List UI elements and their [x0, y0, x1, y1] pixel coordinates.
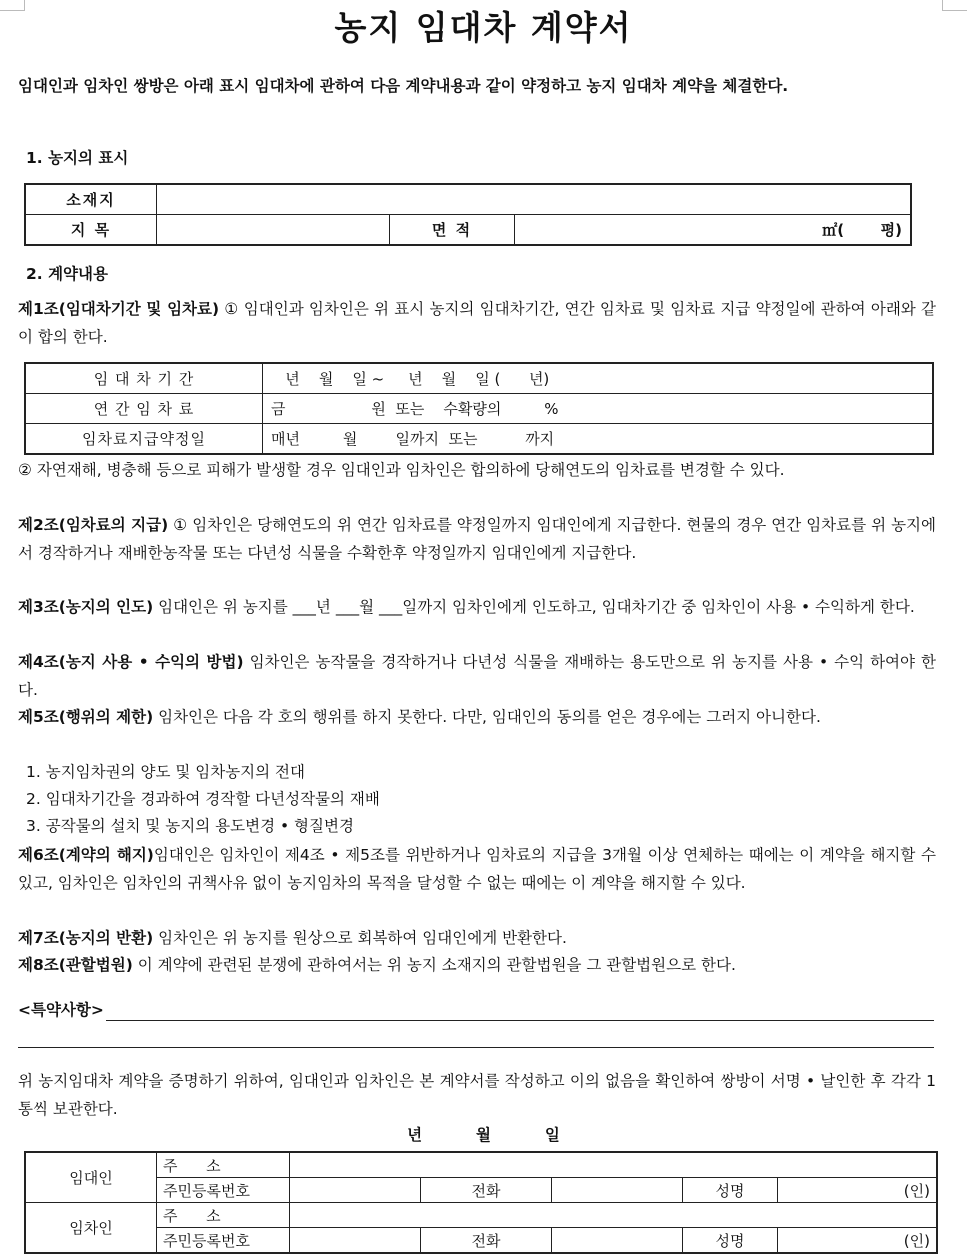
article-5-text: 임차인은 다음 각 호의 행위를 하지 못한다. 다만, 임대인의 동의를 얻은 경우에는 그러지 아니한다. [153, 708, 821, 726]
lessee-seal[interactable]: (인) [778, 1228, 938, 1254]
location-field[interactable] [157, 184, 912, 215]
article-3 [18, 594, 936, 622]
lessor-phone-label: 전화 [421, 1178, 552, 1203]
lessee-phone-label: 전화 [421, 1228, 552, 1254]
article-1-text: ① 임대인과 임차인은 위 표시 농지의 임대차기간, 연간 임차료 및 임차료 지급 약정일에 관하여 아래와 같이 합의 한다. [18, 300, 936, 346]
lessor-seal[interactable]: (인) [778, 1178, 938, 1203]
lessor-rrn-label: 주민등록번호 [157, 1178, 290, 1203]
article-4 [18, 649, 936, 704]
intro-paragraph: 임대인과 임차인 쌍방은 아래 표시 임대차에 관하여 다음 계약내용과 같이 약정하고 농지 임대차 계약을 체결한다. [18, 77, 789, 95]
special-terms-line-2[interactable] [18, 1047, 934, 1048]
article-4-text: 임차인은 농작물을 경작하거나 다년성 식물을 재배하는 용도만으로 위 농지를 사용 • 수익 하여야 한다. [18, 653, 937, 699]
lessor-rrn-field[interactable] [290, 1178, 421, 1203]
article-3-title: 제3조(농지의 인도) [18, 598, 154, 616]
category-label: 지 목 [25, 215, 157, 246]
article-2-text: ① 임차인은 당해연도의 위 연간 임차료를 약정일까지 임대인에게 지급한다. 현물의 경우 연간 임차료를 위 농지에서 경작하거나 재배한농작물 또는 다년성 식물을 수확한후 약정일까지 임대인에게 지급한다. [18, 516, 936, 562]
annual-rent-field[interactable]: 금 원 또는 수확량의 % [263, 394, 934, 424]
document-title: 농지 임대차 계약서 [334, 8, 633, 47]
special-terms-label: <특약사항> [18, 1001, 104, 1019]
lessee-rrn-field[interactable] [290, 1228, 421, 1254]
article-1-title: 제1조(임대차기간 및 임차료) [18, 300, 220, 318]
article-2 [18, 512, 936, 567]
special-terms-line-1[interactable] [106, 1020, 934, 1021]
area-field[interactable]: ㎡( 평) [515, 215, 912, 246]
article-7-text: 임차인은 위 농지를 원상으로 회복하여 임대인에게 반환한다. [153, 929, 567, 947]
lease-terms-table [24, 362, 934, 455]
article-6-title: 제6조(계약의 해지) [18, 846, 154, 864]
lessor-label: 임대인 [25, 1152, 157, 1203]
section2-heading: 2. 계약내용 [26, 265, 108, 283]
location-label: 소재지 [25, 184, 157, 215]
article-3-text: 임대인은 위 농지를 ___년 ___월 ___일까지 임차인에게 인도하고, 임대차기간 중 임차인이 사용 • 수익하게 한다. [153, 598, 915, 616]
closing-paragraph: 위 농지임대차 계약을 증명하기 위하여, 임대인과 임차인은 본 계약서를 작성하고 이의 없음을 확인하여 쌍방이 서명 • 날인한 후 각각 1통씩 보관한다. [18, 1072, 936, 1118]
lessor-address-label: 주 소 [157, 1152, 290, 1178]
signing-date: 년 월 일 [407, 1126, 560, 1144]
article-5-title: 제5조(행위의 제한) [18, 708, 154, 726]
annual-rent-label: 연 간 임 차 료 [25, 394, 263, 424]
article-7-title: 제7조(농지의 반환) [18, 929, 154, 947]
signature-table [24, 1151, 938, 1254]
land-info-table [24, 183, 912, 246]
lessor-name-label: 성명 [683, 1178, 778, 1203]
category-field[interactable] [157, 215, 390, 246]
lessee-rrn-label: 주민등록번호 [157, 1228, 290, 1254]
article-1 [18, 296, 936, 351]
article-5-item-3: 3. 공작물의 설치 및 농지의 용도변경 • 형질변경 [26, 817, 354, 835]
article-4-title: 제4조(농지 사용 • 수익의 방법) [18, 653, 244, 671]
lessor-address-field[interactable] [290, 1152, 938, 1178]
lease-period-label: 임 대 차 기 간 [25, 363, 263, 394]
article-8-title: 제8조(관할법원) [18, 956, 133, 974]
article-8 [18, 952, 936, 980]
lessee-name-label: 성명 [683, 1228, 778, 1254]
area-label: 면 적 [390, 215, 515, 246]
lessee-address-label: 주 소 [157, 1203, 290, 1228]
article-6-text: 임대인은 임차인이 제4조 • 제5조를 위반하거나 임차료의 지급을 3개월 이상 연체하는 때에는 이 계약을 해지할 수 있고, 임차인은 임차인의 귀책사유 없이 농지임차의 목적을 달성할 수 없는 때에는 이 계약을 해지할 수 있다. [18, 846, 936, 892]
lease-period-field[interactable]: 년 월 일 ~ 년 월 일 ( 년) [263, 363, 934, 394]
section1-heading: 1. 농지의 표시 [26, 149, 129, 167]
lessee-phone-field[interactable] [552, 1228, 683, 1254]
lessor-phone-field[interactable] [552, 1178, 683, 1203]
article-6 [18, 842, 936, 897]
article-2-title: 제2조(임차료의 지급) [18, 516, 169, 534]
payment-date-label: 임차료지급약정일 [25, 424, 263, 455]
article-5-item-1: 1. 농지임차권의 양도 및 임차농지의 전대 [26, 763, 305, 781]
article-1-paragraph-2: ② 자연재해, 병충해 등으로 피해가 발생할 경우 임대인과 임차인은 합의하에 당해연도의 임차료를 변경할 수 있다. [18, 461, 785, 479]
article-5-item-2: 2. 임대차기간을 경과하여 경작할 다년성작물의 재배 [26, 790, 380, 808]
article-8-text: 이 계약에 관련된 분쟁에 관하여서는 위 농지 소재지의 관할법원을 그 관할법원으로 한다. [132, 956, 736, 974]
lessee-label: 임차인 [25, 1203, 157, 1254]
payment-date-field[interactable]: 매년 월 일까지 또는 까지 [263, 424, 934, 455]
article-5 [18, 704, 936, 732]
article-7 [18, 925, 936, 953]
lessee-address-field[interactable] [290, 1203, 938, 1228]
